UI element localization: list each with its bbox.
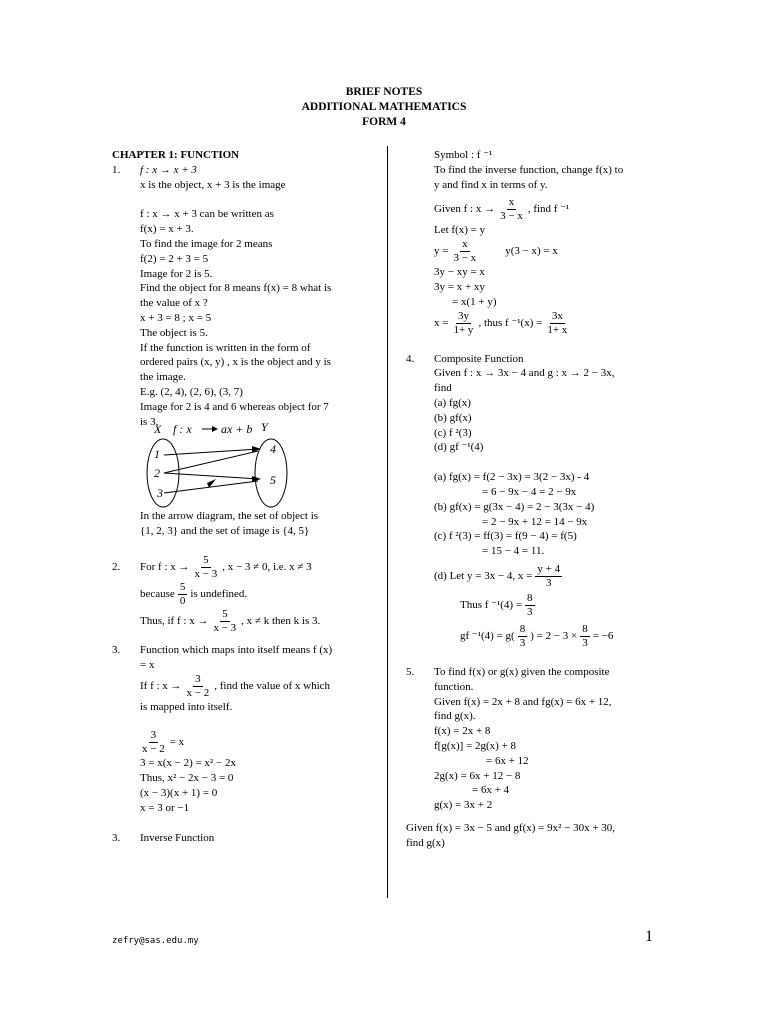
text-line: = 6x + 4 (472, 784, 510, 797)
object-1: 1 (154, 447, 160, 462)
diagram-label-f: f : x (173, 422, 192, 437)
text-line: (c) f ²(3) = ff(3) = f(9 − 4) = f(5) (434, 530, 577, 543)
section-number: 5. (406, 665, 415, 678)
text-line (112, 608, 372, 635)
text-fragment: gf ⁻¹(4) = g( (460, 630, 515, 643)
fraction-numerator: 5 (203, 553, 209, 566)
text-line: x + 3 = 8 ; x = 5 (140, 311, 212, 324)
text-fragment: because (140, 588, 175, 601)
section-number: 1. (112, 163, 121, 176)
text-fragment: = −6 (592, 630, 614, 643)
text-line: (a) fg(x) (434, 396, 471, 409)
text-line (112, 581, 372, 608)
arrow-diagram (112, 421, 372, 509)
text-fragment: For f : x → (140, 561, 190, 574)
text-fragment: Composite Function (434, 352, 524, 365)
text-line: f : x → x + 3 (140, 163, 197, 176)
fraction (178, 581, 188, 608)
header-line-3: FORM 4 (362, 116, 406, 128)
text-line: find g(x) (406, 836, 445, 849)
diagram-label-y: Y (261, 421, 268, 435)
fraction-numerator: 8 (582, 622, 588, 635)
fraction-numerator: 3 (150, 729, 157, 742)
section-number: 2. (112, 561, 121, 574)
text-line: Given f : x → 3x − 4 and g : x → 2 − 3x, (434, 367, 615, 380)
fraction-numerator: 3x (551, 309, 563, 322)
text-line: x is the object, x + 3 is the image (140, 178, 286, 191)
text-line: Symbol : f ⁻¹ (434, 149, 493, 161)
fraction-denominator: 3 (545, 576, 552, 589)
text-line (406, 592, 668, 619)
fraction (451, 238, 478, 265)
fraction-denominator: 0 (179, 594, 186, 607)
text-fragment: Given f : x → (434, 203, 496, 216)
text-line: y and find x in terms of y. (434, 178, 548, 191)
image-5: 5 (270, 473, 276, 488)
image-4: 4 (270, 442, 276, 457)
text-fragment: , x ≠ k then k is 3. (241, 615, 321, 628)
left-column (112, 148, 372, 845)
fraction-numerator: 3 (195, 672, 201, 685)
object-set-ellipse (147, 439, 179, 507)
fraction-denominator: x − 3 (213, 621, 237, 634)
text-line: f[g(x)] = 2g(x) + 8 (434, 739, 517, 752)
section-4-composite (406, 352, 668, 367)
diagram-label-x: X (154, 422, 162, 437)
text-line: Let f(x) = y (434, 224, 486, 237)
text-fragment: If f : x → (140, 679, 182, 692)
text-line: Thus, x² − 2x − 3 = 0 (140, 772, 234, 785)
arrow-head-icon (212, 426, 218, 432)
text-line: Find the object for 8 means f(x) = 8 what is (140, 282, 332, 295)
text-line: 2g(x) = 6x + 12 − 8 (434, 769, 521, 782)
footer-email: zefry@sas.edu.my (112, 936, 199, 946)
text-line (406, 623, 668, 650)
text-line: = 15 − 4 = 11. (482, 545, 545, 558)
text-fragment: y = (434, 245, 449, 258)
text-fragment: x = (434, 316, 449, 329)
text-line: (b) gf(x) (434, 411, 472, 424)
text-line: Given f(x) = 2x + 8 and fg(x) = 6x + 12, (434, 695, 612, 708)
fraction-numerator: x (462, 238, 468, 251)
fraction-numerator: 5 (179, 580, 186, 593)
fraction-numerator: 8 (527, 591, 533, 604)
mapping-line (164, 473, 258, 479)
right-column (406, 148, 668, 851)
text-line: (b) gf(x) = g(3x − 4) = 2 − 3(3x − 4) (434, 500, 595, 513)
text-line: {1, 2, 3} and the set of image is {4, 5} (140, 525, 310, 538)
text-line: x = 3 or −1 (140, 801, 190, 814)
column-divider (387, 146, 388, 898)
text-line: g(x) = 3x + 2 (434, 799, 493, 812)
text-line (112, 673, 372, 700)
fraction-numerator: 5 (222, 607, 228, 620)
text-fragment: ) = 2 − 3 × (530, 630, 578, 643)
text-line: find g(x). (434, 710, 476, 723)
text-line: f(x) = 2x + 8 (434, 725, 491, 738)
text-fragment: is undefined. (190, 588, 248, 601)
text-line: f : x → x + 3 can be written as (140, 208, 274, 221)
text-line: Image for 2 is 4 and 6 whereas object for 7 (140, 400, 329, 413)
text-line: To find the image for 2 means (140, 237, 273, 250)
text-line: ordered pairs (x, y) , x is the object and y is (140, 356, 331, 369)
fraction (185, 673, 212, 700)
fraction (518, 623, 528, 650)
text-line: 3y − xy = x (434, 266, 485, 279)
text-fragment: Function which maps into itself means f (x) (140, 643, 333, 656)
text-line: find (434, 382, 452, 395)
fraction (498, 196, 525, 223)
equation-line (112, 729, 372, 756)
text-line: = x(1 + y) (452, 295, 497, 308)
text-line: Image for 2 is 5. (140, 267, 213, 280)
fraction-denominator: x − 2 (186, 686, 210, 699)
fraction-denominator: 3 − x (500, 210, 523, 223)
text-line: (x − 3)(x + 1) = 0 (140, 786, 218, 799)
text-fragment: , find f ⁻¹ (527, 203, 570, 216)
text-line: f(2) = 2 + 3 = 5 (140, 252, 209, 265)
text-line: f(x) = x + 3. (140, 223, 194, 236)
fraction-denominator: 3 (582, 636, 588, 649)
fraction-numerator: x (508, 196, 515, 209)
object-2: 2 (154, 466, 160, 481)
text-line (406, 563, 668, 590)
fraction (211, 608, 238, 635)
section-number: 3. (112, 643, 121, 656)
text-line: the value of x ? (140, 297, 208, 310)
text-line (406, 310, 668, 337)
page-number: 1 (645, 928, 653, 945)
text-fragment: Thus f ⁻¹(4) = (460, 599, 523, 612)
text-line: Given f(x) = 3x − 5 and gf(x) = 9x² − 30x + 30, (406, 821, 616, 834)
fraction (193, 554, 220, 581)
text-line: In the arrow diagram, the set of object is (140, 510, 319, 523)
fraction-denominator: 1+ x (547, 323, 568, 336)
text-line: function. (434, 680, 474, 693)
header-line-1: BRIEF NOTES (345, 86, 423, 98)
text-fragment: y(3 − x) = x (505, 245, 558, 258)
fraction (140, 729, 167, 756)
text-line: = 6x + 12 (486, 754, 529, 767)
fraction-denominator: 3 − x (453, 252, 477, 265)
text-line: If the function is written in the form of (140, 341, 311, 354)
header-line-2: ADDITIONAL MATHEMATICS (301, 101, 467, 113)
text-fragment: (d) Let y = 3x − 4, x = (434, 570, 533, 583)
fraction-denominator: 3 (527, 605, 533, 618)
text-line: (c) f ²(3) (434, 426, 472, 439)
fraction (451, 310, 475, 337)
text-line: = 2 − 9x + 12 = 14 − 9x (482, 515, 588, 528)
text-line: E.g. (2, 4), (2, 6), (3, 7) (140, 385, 243, 398)
text-line: 3y = x + xy (434, 280, 485, 293)
chapter-title: CHAPTER 1: FUNCTION (112, 149, 240, 161)
section-4-line (112, 831, 372, 846)
fraction (525, 592, 535, 619)
text-line: = 6 − 9x − 4 = 2 − 9x (482, 485, 577, 498)
section-number: 3. (112, 831, 121, 844)
fraction-numerator: y + 4 (537, 562, 561, 575)
section-3-line (112, 643, 372, 658)
text-line: the image. (140, 371, 186, 384)
text-fragment: Thus, if f : x → (140, 615, 209, 628)
text-fragment: , x − 3 ≠ 0, i.e. x ≠ 3 (222, 561, 312, 574)
fraction (545, 310, 569, 337)
fraction-denominator: 3 (519, 636, 526, 649)
text-fragment: To find f(x) or g(x) given the composite (434, 665, 610, 678)
fraction-denominator: 1+ y (453, 323, 474, 336)
section-2-line (112, 554, 372, 581)
text-line: (a) fg(x) = f(2 − 3x) = 3(2 − 3x) - 4 (434, 471, 590, 484)
text-line: The object is 5. (140, 326, 208, 339)
fraction (535, 563, 562, 590)
text-line (406, 238, 668, 265)
diagram-label-rule: ax + b (221, 422, 253, 437)
text-line: (d) gf ⁻¹(4) (434, 441, 484, 454)
object-3: 3 (157, 486, 163, 501)
text-fragment: , find the value of x which (214, 679, 331, 692)
text-line: 3 = x(x − 2) = x² − 2x (140, 757, 236, 770)
text-line: is 3. (140, 415, 159, 428)
fraction (580, 623, 590, 650)
text-line: = x (140, 658, 155, 671)
text-fragment: , thus f ⁻¹(x) = (478, 316, 543, 329)
text-fragment: Inverse Function (140, 831, 215, 844)
fraction-denominator: x − 2 (142, 743, 165, 756)
text-fragment: = x (169, 736, 185, 749)
text-line: is mapped into itself. (140, 700, 233, 713)
text-line: To find the inverse function, change f(x) to (434, 163, 624, 176)
section-5-line (406, 665, 668, 680)
text-line (406, 196, 668, 223)
section-number: 4. (406, 352, 415, 365)
document-header (0, 85, 768, 130)
fraction-numerator: 3y (457, 309, 469, 322)
fraction-numerator: 8 (519, 622, 526, 635)
section-1-line (112, 163, 372, 178)
fraction-denominator: x − 3 (194, 567, 218, 580)
